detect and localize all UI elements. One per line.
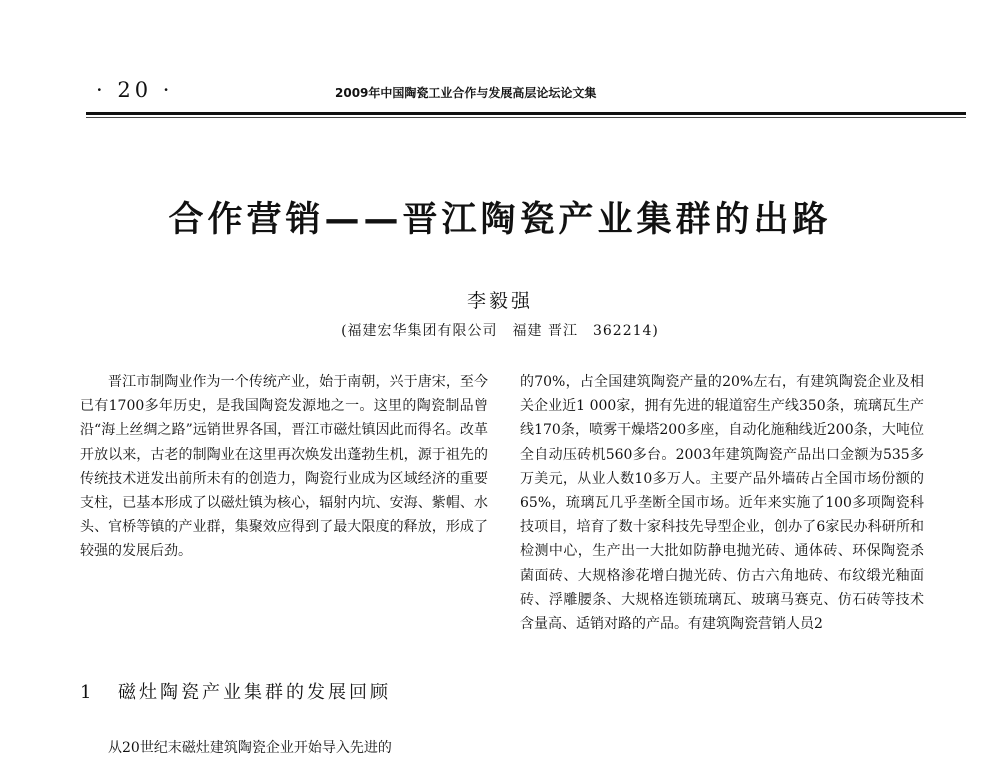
author-affiliation: (福建宏华集团有限公司 福建 晋江 362214): [341, 323, 659, 339]
running-head: 2009年中国陶瓷工业合作与发展高层论坛论文集: [335, 86, 597, 100]
section-heading: [80, 678, 391, 704]
intro-paragraph: 晋江市制陶业作为一个传统产业，始于南朝，兴于唐宋，至今已有1700多年历史，是我国陶瓷发源地之一。这里的陶瓷制品曾沿“海上丝绸之路”远销世界各国，晋江市磁灶镇因此而得名。改革开放以来，古老的制陶业在这里再次焕发出蓬勃生机，源于祖先的传统技术迸发出前所未有的创造力，陶瓷行业成为区域经济的重要支柱，已基本形成了以磁灶镇为核心，辐射内坑、安海、紫帽、水头、官桥等镇的产业群，集聚效应得到了最大限度的释放，形成了较强的发展后劲。: [80, 374, 488, 560]
header-rule-thin: [86, 117, 966, 118]
header-rule-thick: [86, 112, 966, 115]
section-number: 1: [80, 682, 93, 703]
page-number: · 20 ·: [96, 78, 174, 102]
author-name: 李毅强: [466, 290, 533, 312]
left-column: [80, 370, 488, 564]
right-column-paragraph: 的70%，占全国建筑陶瓷产量的20%左右，有建筑陶瓷企业及相关企业近1 000家，拥有先进的辊道窑生产线350条，琉璃瓦生产线170条，喷雾干燥塔200多座，自动化施釉线近200条，大吨位全自动压砖机560多台。2003年建筑陶瓷产品出口金额为535多万美元，从业人数10多万人。主要产品外墙砖占全国市场份额的65%，琉璃瓦几乎垄断全国市场。近年来实施了100多项陶瓷科技项目，培育了数十家科技先导型企业，创办了6家民办科研所和检测中心，生产出一大批如防静电抛光砖、通体砖、环保陶瓷杀菌面砖、大规格渗花增白抛光砖、仿古六角地砖、布纹缎光釉面砖、浮雕腰条、大规格连锁琉璃瓦、玻璃马赛克、仿石砖等技术含量高、适销对路的产品。有建筑陶瓷营销人员2: [520, 374, 924, 633]
section-title: 磁灶陶瓷产业集群的发展回顾: [118, 682, 391, 703]
section-first-line: 从20世纪末磁灶建筑陶瓷企业开始导入先进的: [108, 740, 392, 756]
right-column: [520, 370, 924, 636]
paper-title: 合作营销——晋江陶瓷产业集群的出路: [168, 200, 832, 240]
